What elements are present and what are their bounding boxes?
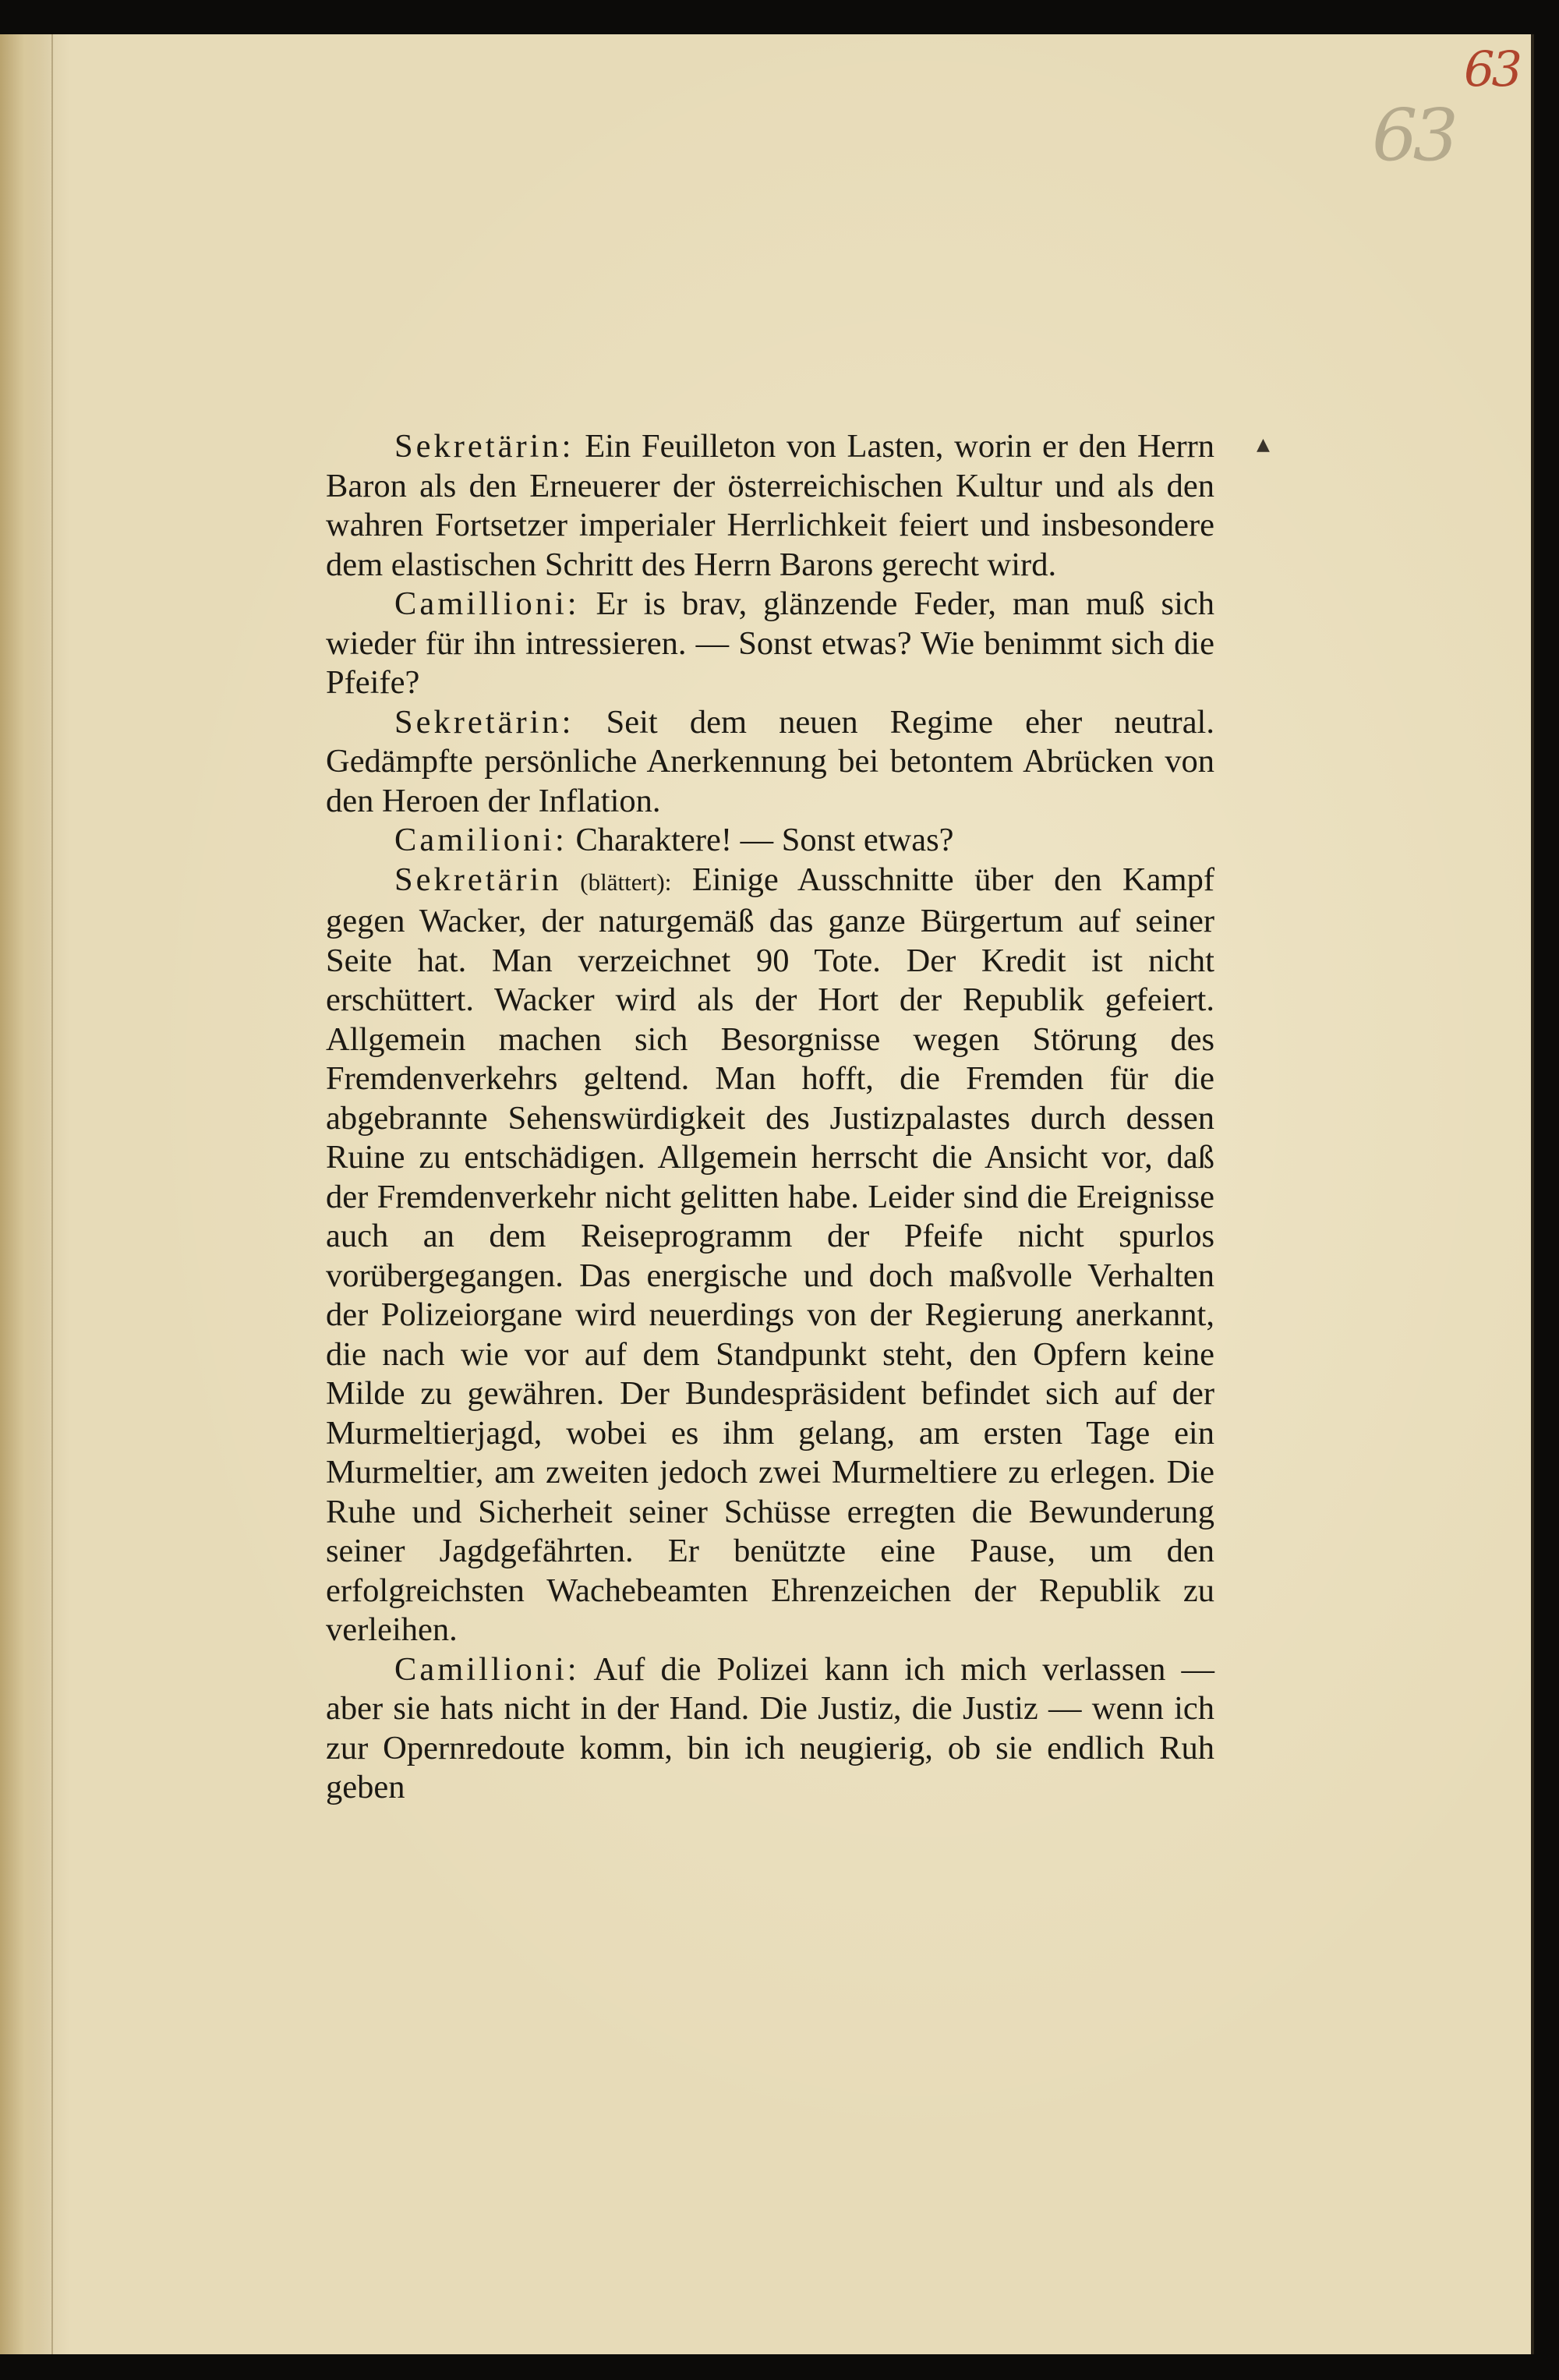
paragraph-3 xyxy=(326,703,1214,822)
paragraph-text: Er is brav, glänzende Feder, man muß sich wieder für ihn intressieren. — Sonst etwas? Wie benimmt sich die Pfeife? xyxy=(326,585,1214,701)
speaker-name: Camillioni: xyxy=(394,585,580,622)
paragraph-text: Einige Ausschnitte über den Kampf gegen Wacker, der naturgemäß das ganze Bürgertum auf seiner Seite hat. Man verzeichnet 90 Tote. Der Kredit ist nicht erschüttert. Wacker wird als der Hort der Republik gefeiert. Allgemein machen sich Besorgnisse wegen Störung des Fremdenverkehrs geltend. Man hofft, die Fremden für die abgebrannte Sehenswürdigkeit des Justizpalastes durch dessen Ruine zu entschädigen. Allgemein herrscht die Ansicht vor, daß der Fremdenverkehr nicht gelitten habe. Leider sind die Ereignisse auch an dem Reiseprogramm der Pfeife nicht spurlos vorübergegangen. Das energische und doch maßvolle Verhalten der Polizeiorgane wird neuerdings von der Regierung anerkannt, die nach wie vor auf dem Standpunkt steht, den Opfern keine Milde zu gewähren. Der Bundespräsident befindet sich auf der Murmeltierjagd, wobei es ihm gelang, am ersten Tage ein Murmeltier, am zweiten jedoch zwei Murmeltiere zu erlegen. Die Ruhe und Sicherheit seiner Schüsse erregten die Bewunderung seiner Jagdgefährten. Er benützte eine Pause, um den erfolgreichsten Wachebeamten Ehrenzeichen der Republik zu verleihen. xyxy=(326,861,1214,1648)
gutter-fold xyxy=(51,34,53,2354)
paragraph-text: Charaktere! — Sonst etwas? xyxy=(567,822,954,858)
paragraph-5 xyxy=(326,861,1214,1650)
dialogue-text xyxy=(326,427,1214,1808)
speaker-name: Camillioni: xyxy=(394,1650,580,1688)
paragraph-text: Auf die Polizei kann ich mich verlassen — aber sie hats nicht in der Hand. Die Justiz, die Justiz — wenn ich zur Opernredoute komm, bin ich neugierig, ob sie endlich Ruh geben xyxy=(326,1650,1214,1805)
speaker-name: Sekretärin: xyxy=(394,703,574,741)
paragraph-text: Seit dem neuen Regime eher neutral. Gedämpfte persönliche Anerkennung bei betontem Abrücken von den Heroen der Inflation. xyxy=(326,703,1214,819)
page-number-pencil: 63 xyxy=(1372,94,1455,177)
speaker-name: Sekretärin: xyxy=(394,428,574,465)
paragraph-2 xyxy=(326,585,1214,703)
paragraph-1 xyxy=(326,427,1214,585)
speaker-name: Camilioni: xyxy=(394,822,567,858)
page-number-ink: 63 xyxy=(1464,41,1519,97)
page-gutter xyxy=(0,34,55,2354)
paragraph-4 xyxy=(326,821,1214,861)
margin-mark-icon: ▲ xyxy=(1257,435,1270,454)
paragraph-6 xyxy=(326,1650,1214,1808)
speaker-name: Sekretärin xyxy=(394,861,562,898)
paragraph-text: Ein Feuilleton von Lasten, worin er den Herrn Baron als den Erneuerer der österreichischen Kultur und als den wahren Fortsetzer imperialer Herrlichkeit feiert und insbesondere dem elastischen Schritt des Herrn Barons gerecht wird. xyxy=(326,428,1214,583)
stage-direction: (blättert): xyxy=(561,868,672,896)
